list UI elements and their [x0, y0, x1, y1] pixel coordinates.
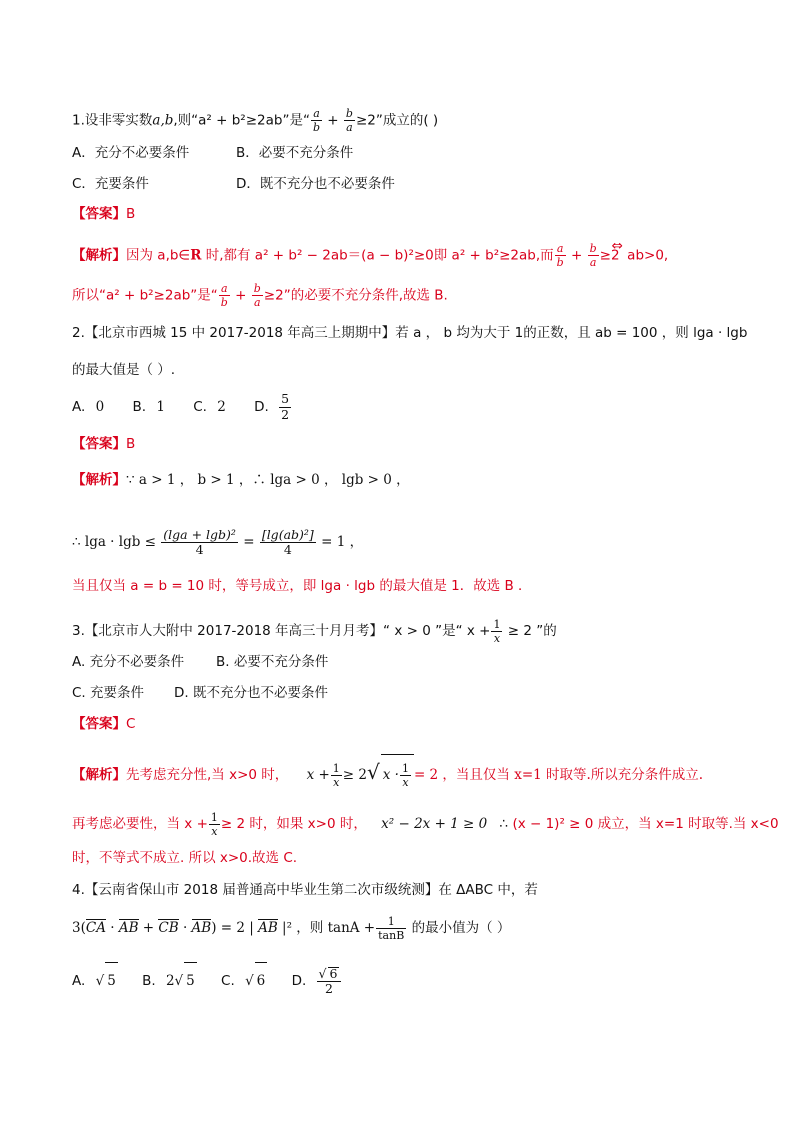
q3-option-b: B. 必要不充分条件: [216, 654, 329, 670]
q4-stem2-b: ) = 2 |: [211, 920, 259, 936]
q2-stem-line2: 的最大值是（ ）.: [72, 362, 176, 378]
q2-option-a-label: A.: [72, 399, 86, 415]
q1-answer-tag: 【答案】: [72, 206, 126, 222]
q1-answer: [72, 204, 135, 224]
q1-option-d: D．既不充分也不必要条件: [236, 176, 395, 192]
q3-analysis2-e: (x − 1)² ≥ 0 成立，当 x=1 时取等.当 x<0: [512, 816, 779, 832]
vector-cb: CB: [158, 920, 179, 936]
q4-option-b-coef: 2: [165, 973, 175, 989]
q1-analysis-plus: +: [566, 247, 587, 264]
q4-option-d-label: D.: [291, 973, 307, 989]
q2-answer: [72, 434, 135, 454]
q3-analysis1-a: 先考虑充分性,当 x>0 时，: [126, 767, 289, 783]
q1-analysis2-plus: +: [230, 287, 251, 304]
q1-analysis-frac1: $\frac{a}{b}$: [556, 242, 564, 269]
q3-analysis2-a: 再考虑必要性，当 x +: [72, 816, 208, 832]
q1-stem-prefix: 1.设非零实数: [72, 112, 153, 129]
q1-stem-suffix: ≥2”成立的( ): [355, 112, 439, 129]
q2-analysis-line1: [72, 470, 410, 490]
sqrt-icon: √: [366, 760, 380, 784]
q2-analysis-frac2: $\frac{\text{[lg(ab)²]}}{4}$: [261, 526, 314, 557]
q2-option-c-value: 2: [217, 399, 226, 415]
q4-option-a-label: A.: [72, 973, 86, 989]
q1-analysis2-b: ≥2”的必要不充分条件,故选 B.: [263, 287, 448, 304]
q4-options: [72, 962, 342, 1002]
q4-stem2-a: 3(: [72, 920, 86, 936]
sqrt-icon: √: [95, 973, 105, 989]
q2-option-d-label: D.: [254, 399, 269, 415]
q4-option-c-label: C.: [221, 973, 235, 989]
q4-option-c-value: 6: [255, 962, 268, 999]
q1-analysis-line2: [72, 283, 448, 308]
q2-option-d-fraction: $\frac{5}{2}$: [281, 391, 290, 422]
q3-stem-frac: $\frac{1}{x}$: [493, 617, 501, 645]
q1-option-b: B．必要不充分条件: [236, 145, 354, 161]
q3-answer: [72, 714, 135, 734]
q1-analysis2-frac1: $\frac{a}{b}$: [220, 282, 228, 309]
q4-dot2: ·: [178, 920, 192, 936]
q4-option-d-fraction: $\frac{√ 6}{2}$: [317, 967, 342, 996]
q2-analysis2-b: = 1 ，: [321, 534, 364, 550]
q4-plus: +: [138, 920, 159, 936]
q4-stem-line2: [72, 910, 510, 946]
q4-option-a-value: 5: [105, 962, 118, 999]
q1-analysis1-c: ≥2: [599, 247, 620, 264]
q2-analysis-line3: 当且仅当 a = b = 10 时，等号成立，即 lga · lgb 的最大值是 1．故选 B ．: [72, 578, 532, 594]
q3-analysis2-c: x² − 2x + 1 ≥ 0: [381, 816, 488, 832]
q2-option-a-value: 0: [95, 399, 105, 415]
q4-dot1: ·: [105, 920, 119, 936]
q2-analysis2-a: ∴ lga · lgb ≤: [72, 534, 156, 550]
q3-analysis-line1: [72, 752, 703, 792]
q2-options: [72, 392, 292, 432]
q3-analysis2-frac: $\frac{1}{x}$: [210, 810, 218, 838]
q2-analysis1: ∵ a > 1 ， b > 1 ，∴ lga > 0 ， lgb > 0 ，: [126, 472, 410, 488]
q4-option-b-value: 5: [184, 962, 197, 999]
q1-option-c: C．充要条件: [72, 176, 149, 192]
q4-stem-frac: $\frac{1}{\tan B}$: [378, 914, 405, 942]
vector-ca: CA: [85, 920, 106, 936]
q1-analysis-tag: 【解析】: [72, 247, 126, 264]
q4-stem2-d: 的最小值为（ ）: [407, 920, 511, 936]
q2-analysis-line2: [72, 518, 363, 566]
q1-answer-value: B: [126, 206, 136, 222]
q1-real-set: R: [190, 247, 202, 264]
q2-option-b-value: 1: [156, 399, 165, 415]
q3-analysis2-b: ≥ 2 时，如果 x>0 时，: [220, 816, 367, 832]
q4-stem-line1: 4.【云南省保山市 2018 届普通高中毕业生第二次市级统测】在 ΔABC 中，若: [72, 882, 538, 898]
q2-stem-line1: 2.【北京市西城 15 中 2017-2018 年高三上期期中】若 a ， b 均为大于 1的正数，且 ab = 100 ，则 lga · lgb: [72, 325, 748, 341]
q1-analysis1-d: ab>0,: [622, 247, 669, 264]
q3-stem-a: 3.【北京市人大附中 2017-2018 年高三十月月考】“ x > 0 ”是“ x +: [72, 623, 491, 639]
q1-plus: +: [323, 112, 343, 129]
q1-frac-a-over-b: $\frac{a}{b}$: [312, 107, 320, 134]
q3-answer-tag: 【答案】: [72, 716, 126, 732]
q3-analysis1-b: x +: [306, 767, 330, 783]
q1-option-a: A．充分不必要条件: [72, 145, 190, 161]
q3-answer-value: C: [126, 716, 136, 732]
q3-analysis1-c: ≥ 2: [342, 767, 367, 783]
q3-stem-b: ≥ 2 ”的: [503, 623, 557, 639]
q2-analysis-eq: =: [243, 534, 255, 550]
q2-answer-tag: 【答案】: [72, 436, 126, 452]
q1-analysis2-a: 所以“a² + b²≥2ab”是“: [72, 287, 218, 304]
q3-analysis-tag: 【解析】: [72, 767, 126, 783]
q3-option-a: A. 充分不必要条件: [72, 654, 185, 670]
q3-option-d: D. 既不充分也不必要条件: [174, 685, 328, 701]
q1-analysis-line1: [72, 237, 669, 269]
q1-analysis-frac2: $\frac{b}{a}$: [589, 242, 597, 269]
q1-analysis1-b: 时,都有 a² + b² − 2ab＝(a − b)²≥0即 a² + b²≥2ab,而: [201, 247, 554, 264]
vector-ab-3: AB: [258, 920, 278, 936]
q4-option-b-label: B.: [142, 973, 156, 989]
vector-ab: AB: [118, 920, 139, 936]
q3-sqrt-body: x · $\frac{1}{x}$: [381, 754, 414, 795]
q2-answer-value: B: [126, 436, 136, 452]
q3-analysis-line3: 时，不等式不成立. 所以 x>0.故选 C.: [72, 850, 298, 866]
q3-analysis-line2: [72, 806, 779, 842]
q3-analysis-frac: $\frac{1}{x}$: [332, 761, 340, 789]
q1-stem-mid: ,则“a² + b²≥2ab”是“: [173, 112, 310, 129]
sqrt-icon: √: [318, 965, 327, 981]
sqrt-icon: √: [245, 973, 254, 989]
q1-vars: a,b: [152, 112, 174, 129]
therefore-icon: ∴: [499, 816, 509, 832]
q4-stem2-c: |² ，则 tanA +: [277, 920, 376, 936]
q1-analysis1-a: 因为 a,b∈: [126, 247, 191, 264]
q2-analysis-frac1: $\frac{\text{(lga + lgb)²}}{4}$: [163, 526, 236, 557]
q2-option-b-label: B.: [132, 399, 147, 415]
q3-option-c: C. 充要条件: [72, 685, 145, 701]
q2-option-c-label: C.: [193, 399, 207, 415]
q2-analysis-tag: 【解析】: [72, 472, 126, 488]
q3-stem: [72, 616, 557, 646]
sqrt-icon: √: [174, 973, 184, 989]
q1-analysis2-frac2: $\frac{b}{a}$: [253, 282, 261, 309]
q1-frac-b-over-a: $\frac{b}{a}$: [345, 107, 353, 134]
iff-icon: ⇔: [611, 237, 623, 254]
vector-ab-2: AB: [191, 920, 212, 936]
q1-stem: [72, 108, 438, 133]
q3-analysis1-d: = 2 ，当且仅当 x=1 时取等.所以充分条件成立.: [413, 767, 704, 783]
